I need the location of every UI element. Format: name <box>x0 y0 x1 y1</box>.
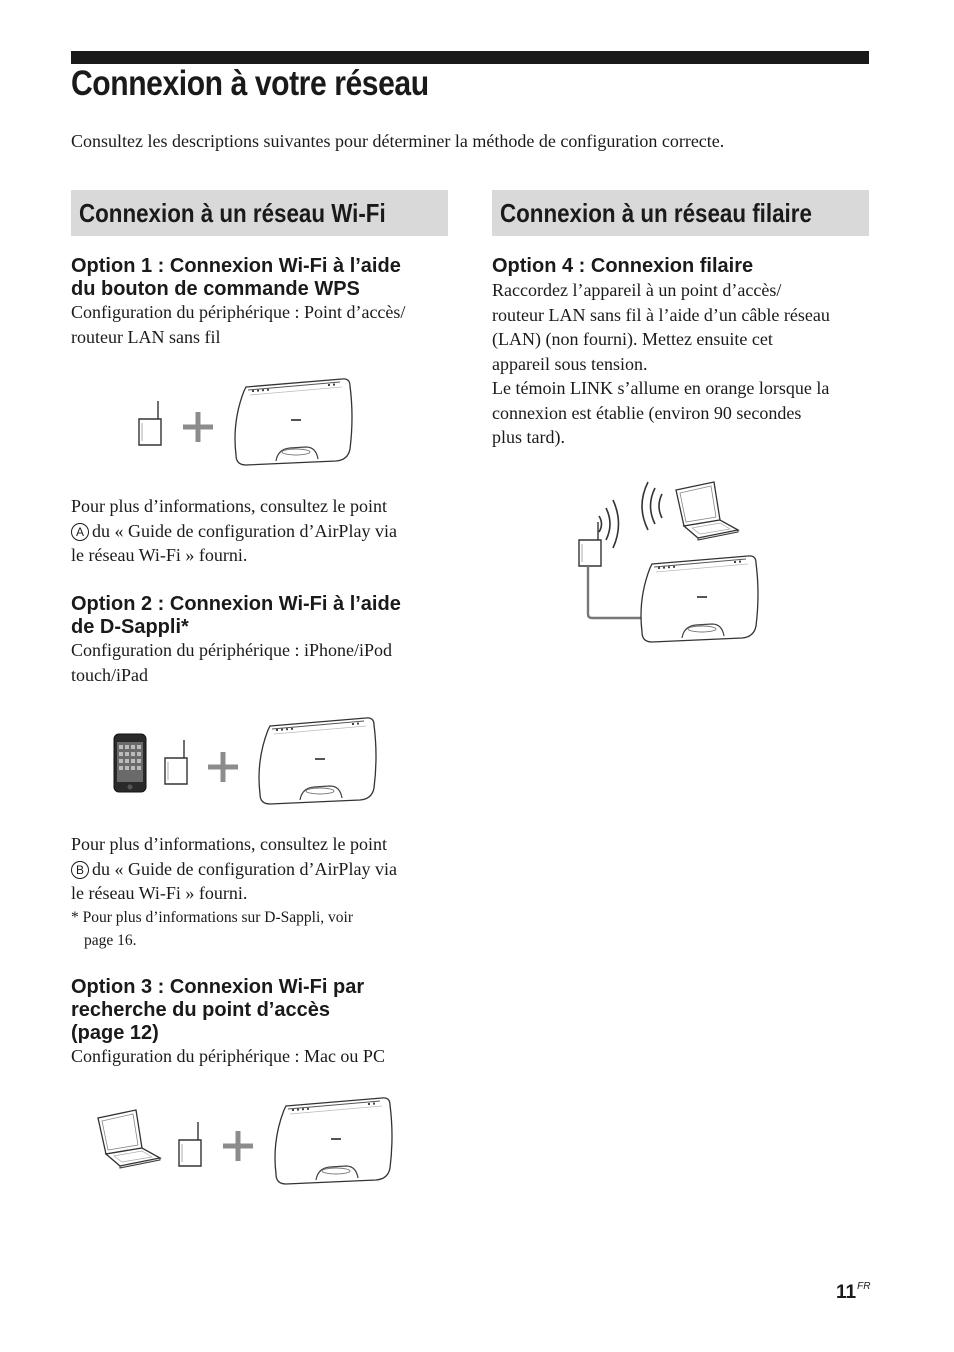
option1-config-line1: Configuration du périphérique : Point d’accès/ <box>71 302 406 322</box>
option4-title: Option 4 : Connexion filaire <box>492 255 754 277</box>
router-icon <box>139 401 161 445</box>
laptop-icon <box>676 482 738 540</box>
option3-title <box>71 976 461 1045</box>
option1-info-line1: Pour plus d’informations, consultez le point <box>71 496 387 516</box>
laptop-icon <box>98 1110 160 1168</box>
option2-title-line2: de D-Sappli* <box>71 616 189 638</box>
option4-illustration <box>570 478 770 648</box>
option3-config-line1: Configuration du périphérique : Mac ou PC <box>71 1046 385 1066</box>
option3-illustration <box>96 1094 396 1189</box>
section-heading-wifi-label: Connexion à un réseau Wi-Fi <box>79 198 386 228</box>
page-title: Connexion à votre réseau <box>71 64 429 103</box>
option2-config-line2: touch/iPad <box>71 664 148 685</box>
title-rule <box>71 51 869 64</box>
section-heading-wifi <box>71 190 448 236</box>
option1-info-line2: du « Guide de configuration d’AirPlay via <box>92 520 397 541</box>
option2-info-line3: le réseau Wi-Fi » fourni. <box>71 883 248 903</box>
wifi-waves-icon <box>599 482 662 548</box>
option2-info-line1: Pour plus d’informations, consultez le point <box>71 834 387 854</box>
page-number-value: 11 <box>836 1282 857 1303</box>
option1-info-line3: le réseau Wi-Fi » fourni. <box>71 545 248 565</box>
option2-title-line1: Option 2 : Connexion Wi-Fi à l’aide <box>71 593 401 615</box>
router-icon <box>579 522 601 566</box>
page-number <box>836 1281 870 1304</box>
speaker-dock-icon <box>641 556 758 642</box>
option4-line: Raccordez l’appareil à un point d’accès/ <box>492 280 782 300</box>
marker-b: B <box>71 861 89 879</box>
option3-title-line1: Option 3 : Connexion Wi-Fi par <box>71 976 365 998</box>
option4-line: connexion est établie (environ 90 secondes <box>492 402 802 423</box>
speaker-dock-icon <box>235 379 352 465</box>
router-icon <box>165 740 187 784</box>
option4-line: plus tard). <box>492 427 565 447</box>
iphone-icon <box>114 734 146 792</box>
option2-title <box>71 593 461 639</box>
page-lang: FR <box>857 1281 871 1292</box>
option1-config-line2: routeur LAN sans fil <box>71 326 221 347</box>
option2-config-line1: Configuration du périphérique : iPhone/iPod <box>71 640 392 660</box>
option4-line: (LAN) (non fourni). Mettez ensuite cet <box>492 329 773 349</box>
option3-title-line2: recherche du point d’accès <box>71 999 330 1021</box>
option2-illustration <box>110 712 380 807</box>
option4-line: routeur LAN sans fil à l’aide d’un câble réseau <box>492 304 830 325</box>
intro-text: Consultez les descriptions suivantes pour déterminer la méthode de configuration correcte. <box>71 131 725 151</box>
option3-config <box>71 1044 456 1069</box>
lan-cable-icon <box>588 566 648 618</box>
plus-icon <box>208 752 238 782</box>
section-heading-wired <box>492 190 869 236</box>
plus-icon <box>223 1131 253 1161</box>
option1-illustration <box>130 375 360 470</box>
option2-info <box>71 832 456 906</box>
option1-config <box>71 300 456 349</box>
option3-title-line3: (page 12) <box>71 1022 159 1044</box>
option1-title <box>71 255 461 301</box>
plus-icon <box>183 412 213 442</box>
option4-line: Le témoin LINK s’allume en orange lorsque la <box>492 378 830 398</box>
footnote-line1: * Pour plus d’informations sur D-Sappli, voir <box>71 909 353 926</box>
speaker-dock-icon <box>259 718 376 804</box>
option2-info-line2: du « Guide de configuration d’AirPlay via <box>92 858 397 879</box>
section-heading-wired-label: Connexion à un réseau filaire <box>500 198 812 228</box>
option1-info <box>71 494 456 568</box>
option2-config <box>71 638 456 687</box>
option1-title-line1: Option 1 : Connexion Wi-Fi à l’aide <box>71 255 401 277</box>
marker-a: A <box>71 523 89 541</box>
footnote-line2: page 16. <box>84 932 137 949</box>
router-icon <box>179 1122 201 1166</box>
option4-body <box>492 278 872 450</box>
speaker-dock-icon <box>275 1098 392 1184</box>
option1-title-line2: du bouton de commande WPS <box>71 278 360 300</box>
dsappli-footnote <box>71 906 456 952</box>
option4-line: appareil sous tension. <box>492 353 648 374</box>
